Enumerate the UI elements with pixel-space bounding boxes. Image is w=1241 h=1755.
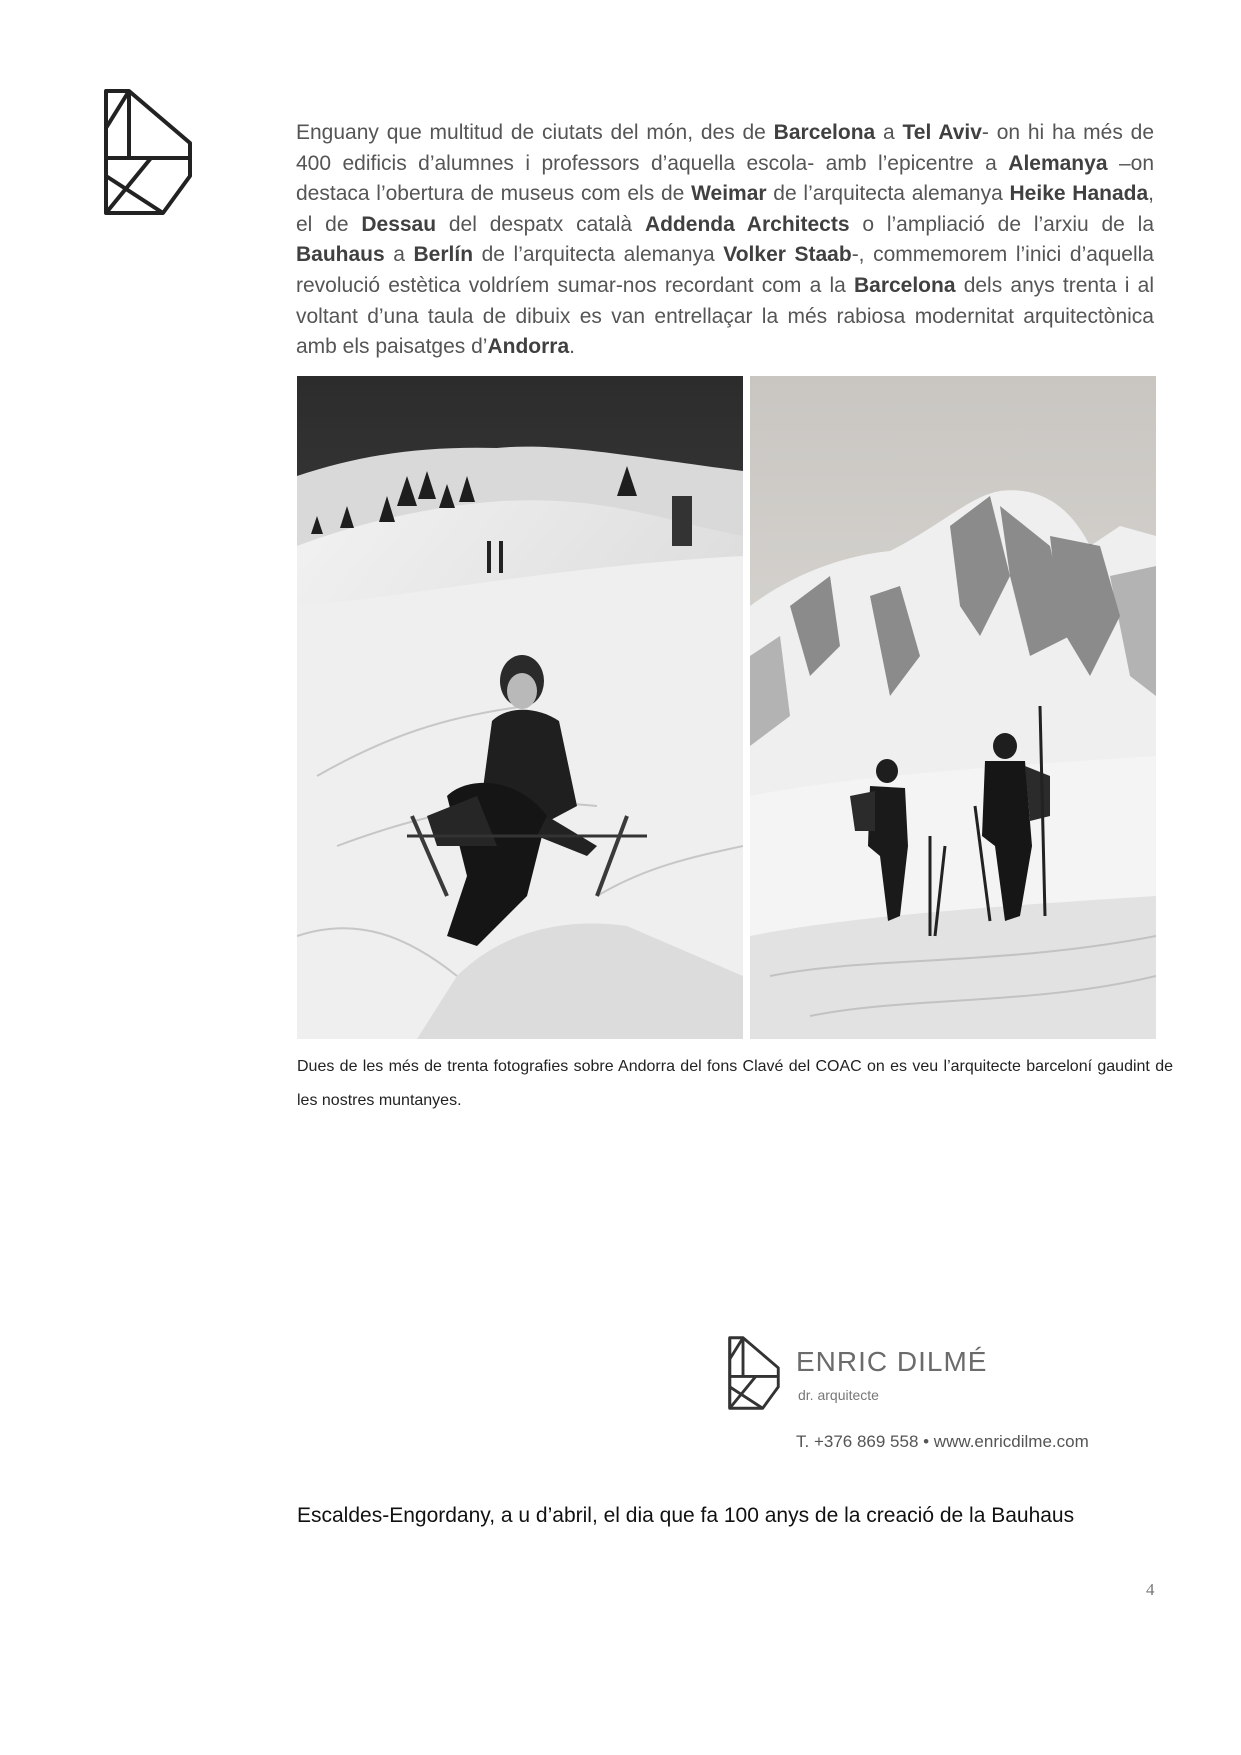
text-run: dels anys trenta i al voltant d’una taula de dibuix es van entrellaçar la més rabiosa modernitat arquitectònica amb els paisatges d’ [296,273,1154,359]
photo-two-skiers [750,376,1156,1039]
signature-block [728,1330,1168,1460]
text-run: . [569,335,575,359]
photo-caption: Dues de les més de trenta fotografies sobre Andorra del fons Clavé del COAC on es veu l’arquitecte barceloní gaudint de les nostres muntanyes. [297,1058,1173,1109]
bold-term: Barcelona [853,273,956,297]
bold-term: Andorra [487,335,570,359]
bold-term: Berlín [413,243,474,267]
text-run: de l’arquitecta alemanya [473,243,724,267]
text-run: a [875,121,903,144]
text-run: o l’ampliació de l’arxiu de la [849,212,1155,236]
page-number: 4 [1146,1580,1155,1599]
bold-term: Weimar [691,182,767,206]
text-run: de l’arquitecta alemanya [766,182,1010,206]
text-run: del despatx català [436,212,645,236]
photo-man-on-sled [297,376,743,1039]
signature-logo-icon [728,1336,780,1410]
bold-term: Barcelona [773,121,876,144]
text-run: Enguany que multitud de ciutats del món, des de [296,121,774,144]
text-run: , el de [296,182,1154,236]
text-run: a [384,243,414,267]
bold-term: Alemanya [1008,151,1108,175]
logo-mark [103,88,193,216]
bold-term: Dessau [361,212,437,236]
signature-contact: T. +376 869 558 • www.enricdilme.com [796,1432,1089,1451]
bold-term: Bauhaus [296,243,385,267]
signature-title: dr. arquitecte [798,1387,879,1403]
signature-name: ENRIC DILMÉ [796,1346,988,1377]
text-run: –on destaca l’obertura de museus com els de [296,151,1154,206]
bold-term: Addenda Architects [644,212,850,236]
text-run: -, commemorem l’inici d’aquella revolució estètica voldríem sumar-nos recordant com a la [296,243,1154,297]
body-paragraph [296,118,1154,363]
bold-term: Volker Staab [723,243,852,267]
text-run: - on hi ha més de 400 edificis d’alumnes i professors d’aquella escola- amb l’epicentre a [296,121,1154,175]
bold-term: Tel Aviv [902,121,982,144]
closing-line: Escaldes-Engordany, a u d’abril, el dia que fa 100 anys de la creació de la Bauhaus [297,1504,1075,1527]
bold-term: Heike Hanada [1009,182,1149,206]
